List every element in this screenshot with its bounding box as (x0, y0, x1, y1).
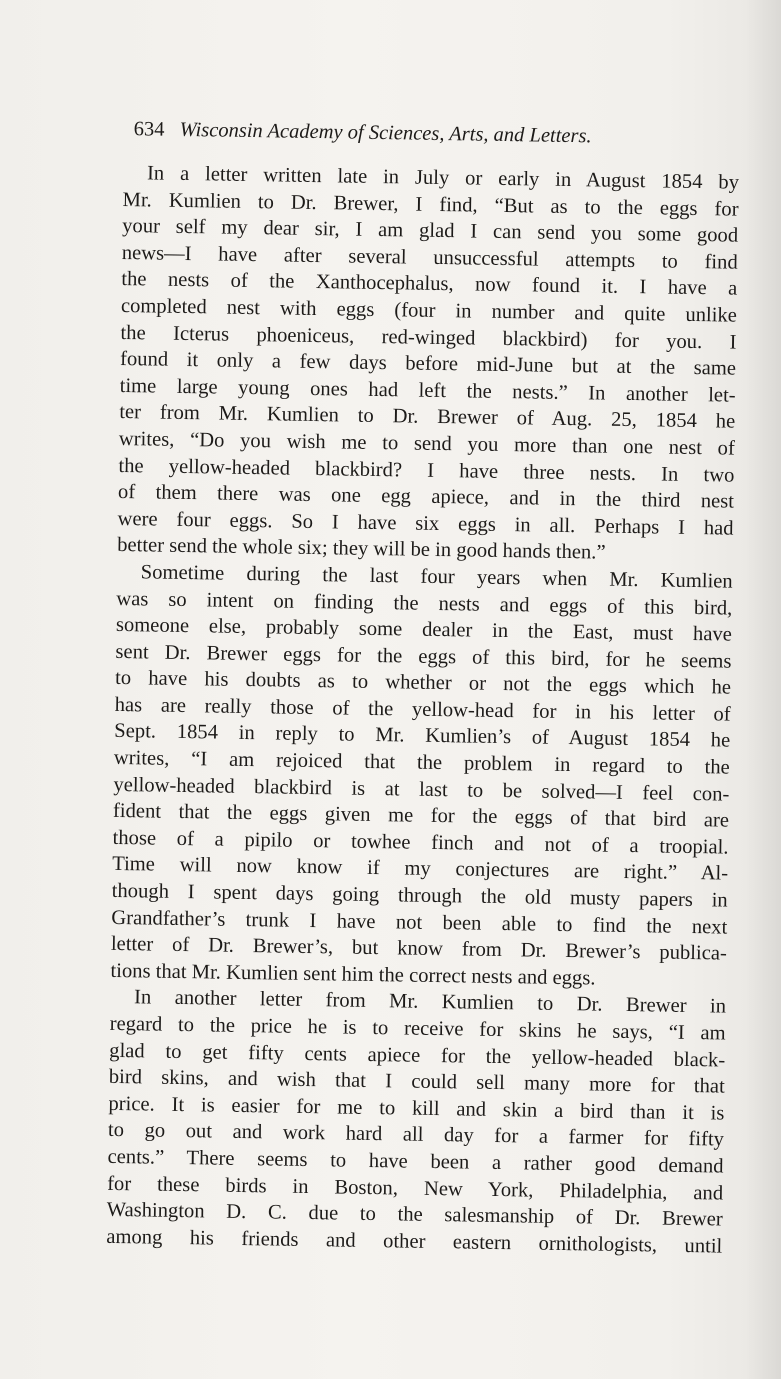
text-line: the Icterus phoeniceus, red-winged blackbird) for you. I (120, 321, 737, 354)
paragraph-2 (110, 559, 743, 994)
text-line: Sept. 1854 in reply to Mr. Kumlien’s of August 1854 he (114, 720, 731, 753)
text-line: fident that the eggs given me for the eggs of that bird are (112, 800, 730, 832)
text-line: found it only a few days before mid-June but at the same (119, 348, 737, 380)
text-line: the nests of the Xanthocephalus, now found it. I have a (121, 268, 738, 301)
text-line: to have his doubts as to whether or not the eggs which he (114, 667, 732, 699)
text-line: time large young ones had left the nests.” In another let- (119, 374, 736, 407)
text-line: Sometime during the last four years when Mr. Kumlien (140, 561, 733, 593)
text-line: sent Dr. Brewer eggs for the eggs of this bird, for he seems (115, 640, 732, 673)
paragraph-1 (117, 160, 749, 569)
text-line: Grandfather’s trunk I have not been able to find the next (111, 906, 728, 939)
text-line: Mr. Kumlien to Dr. Brewer, I find, “But as to the eggs for (122, 188, 739, 221)
text-line: yellow-headed blackbird is at last to be solved—I feel con- (113, 773, 730, 806)
text-line: ter from Mr. Kumlien to Dr. Brewer of Aug. 25, 1854 he (119, 401, 736, 433)
text-line: Washington D. C. due to the salesmanship of Dr. Brewer (106, 1199, 723, 1231)
text-line: Time will now know if my conjectures are right.” Al- (112, 853, 729, 886)
paragraph-3 (106, 984, 736, 1260)
page-text-block (106, 112, 750, 1260)
text-line: In a letter written late in July or early in August 1854 by (146, 162, 740, 194)
text-line: the yellow-headed blackbird? I have three nests. In two (118, 454, 735, 487)
text-line: has are really those of the yellow-head for in his letter of (114, 693, 731, 726)
text-line: price. It is easier for me to kill and skin a bird than it is (108, 1092, 725, 1125)
text-line: among his friends and other eastern ornithologists, until (106, 1225, 723, 1258)
page-number: 634 (133, 118, 165, 141)
text-line: glad to get fifty cents apiece for the yellow-headed black- (109, 1039, 726, 1072)
page-edge-shadow (745, 0, 781, 1379)
text-line: letter of Dr. Brewer’s, but know from Dr. Brewer’s publica- (110, 933, 728, 965)
text-line: regard to the price he is to receive for skins he says, “I am (109, 1012, 726, 1045)
text-line: news—I have after several unsuccessful attempts to find (121, 241, 738, 274)
text-line: cents.” There seems to have been a rather good demand (107, 1145, 724, 1178)
text-line: bird skins, and wish that I could sell many more for that (108, 1066, 725, 1098)
text-line: someone else, probably some dealer in the East, must have (115, 614, 733, 646)
running-head (133, 112, 749, 156)
text-line: was so intent on finding the nests and eggs of this bird, (116, 587, 733, 620)
text-line: better send the whole six; they will be in good hands then.” (117, 534, 606, 564)
text-line: tions that Mr. Kumlien sent him the correct nests and eggs. (110, 959, 596, 990)
text-line: though I spent days going through the old musty papers in (111, 879, 728, 912)
text-line: writes, “I am rejoiced that the problem in regard to the (113, 746, 730, 779)
journal-title: Wisconsin Academy of Sciences, Arts, and Letters. (179, 118, 592, 148)
text-line: those of a pipilo or towhee finch and not of a troopial. (112, 826, 729, 859)
text-line: for these birds in Boston, New York, Philadelphia, and (106, 1172, 724, 1205)
text-line: were four eggs. So I have six eggs in all. Perhaps I had (117, 507, 734, 540)
text-line: completed nest with eggs (four in number and quite unlike (120, 294, 738, 327)
text-line: of them there was one egg apiece, and in the third nest (117, 481, 735, 513)
text-line: your self my dear sir, I am glad I can send you some good (122, 215, 739, 247)
text-line: writes, “Do you wish me to send you more than one nest of (118, 427, 735, 460)
text-line: to go out and work hard all day for a farmer for fifty (107, 1119, 725, 1151)
text-line: In another letter from Mr. Kumlien to Dr. Brewer in (133, 986, 727, 1018)
